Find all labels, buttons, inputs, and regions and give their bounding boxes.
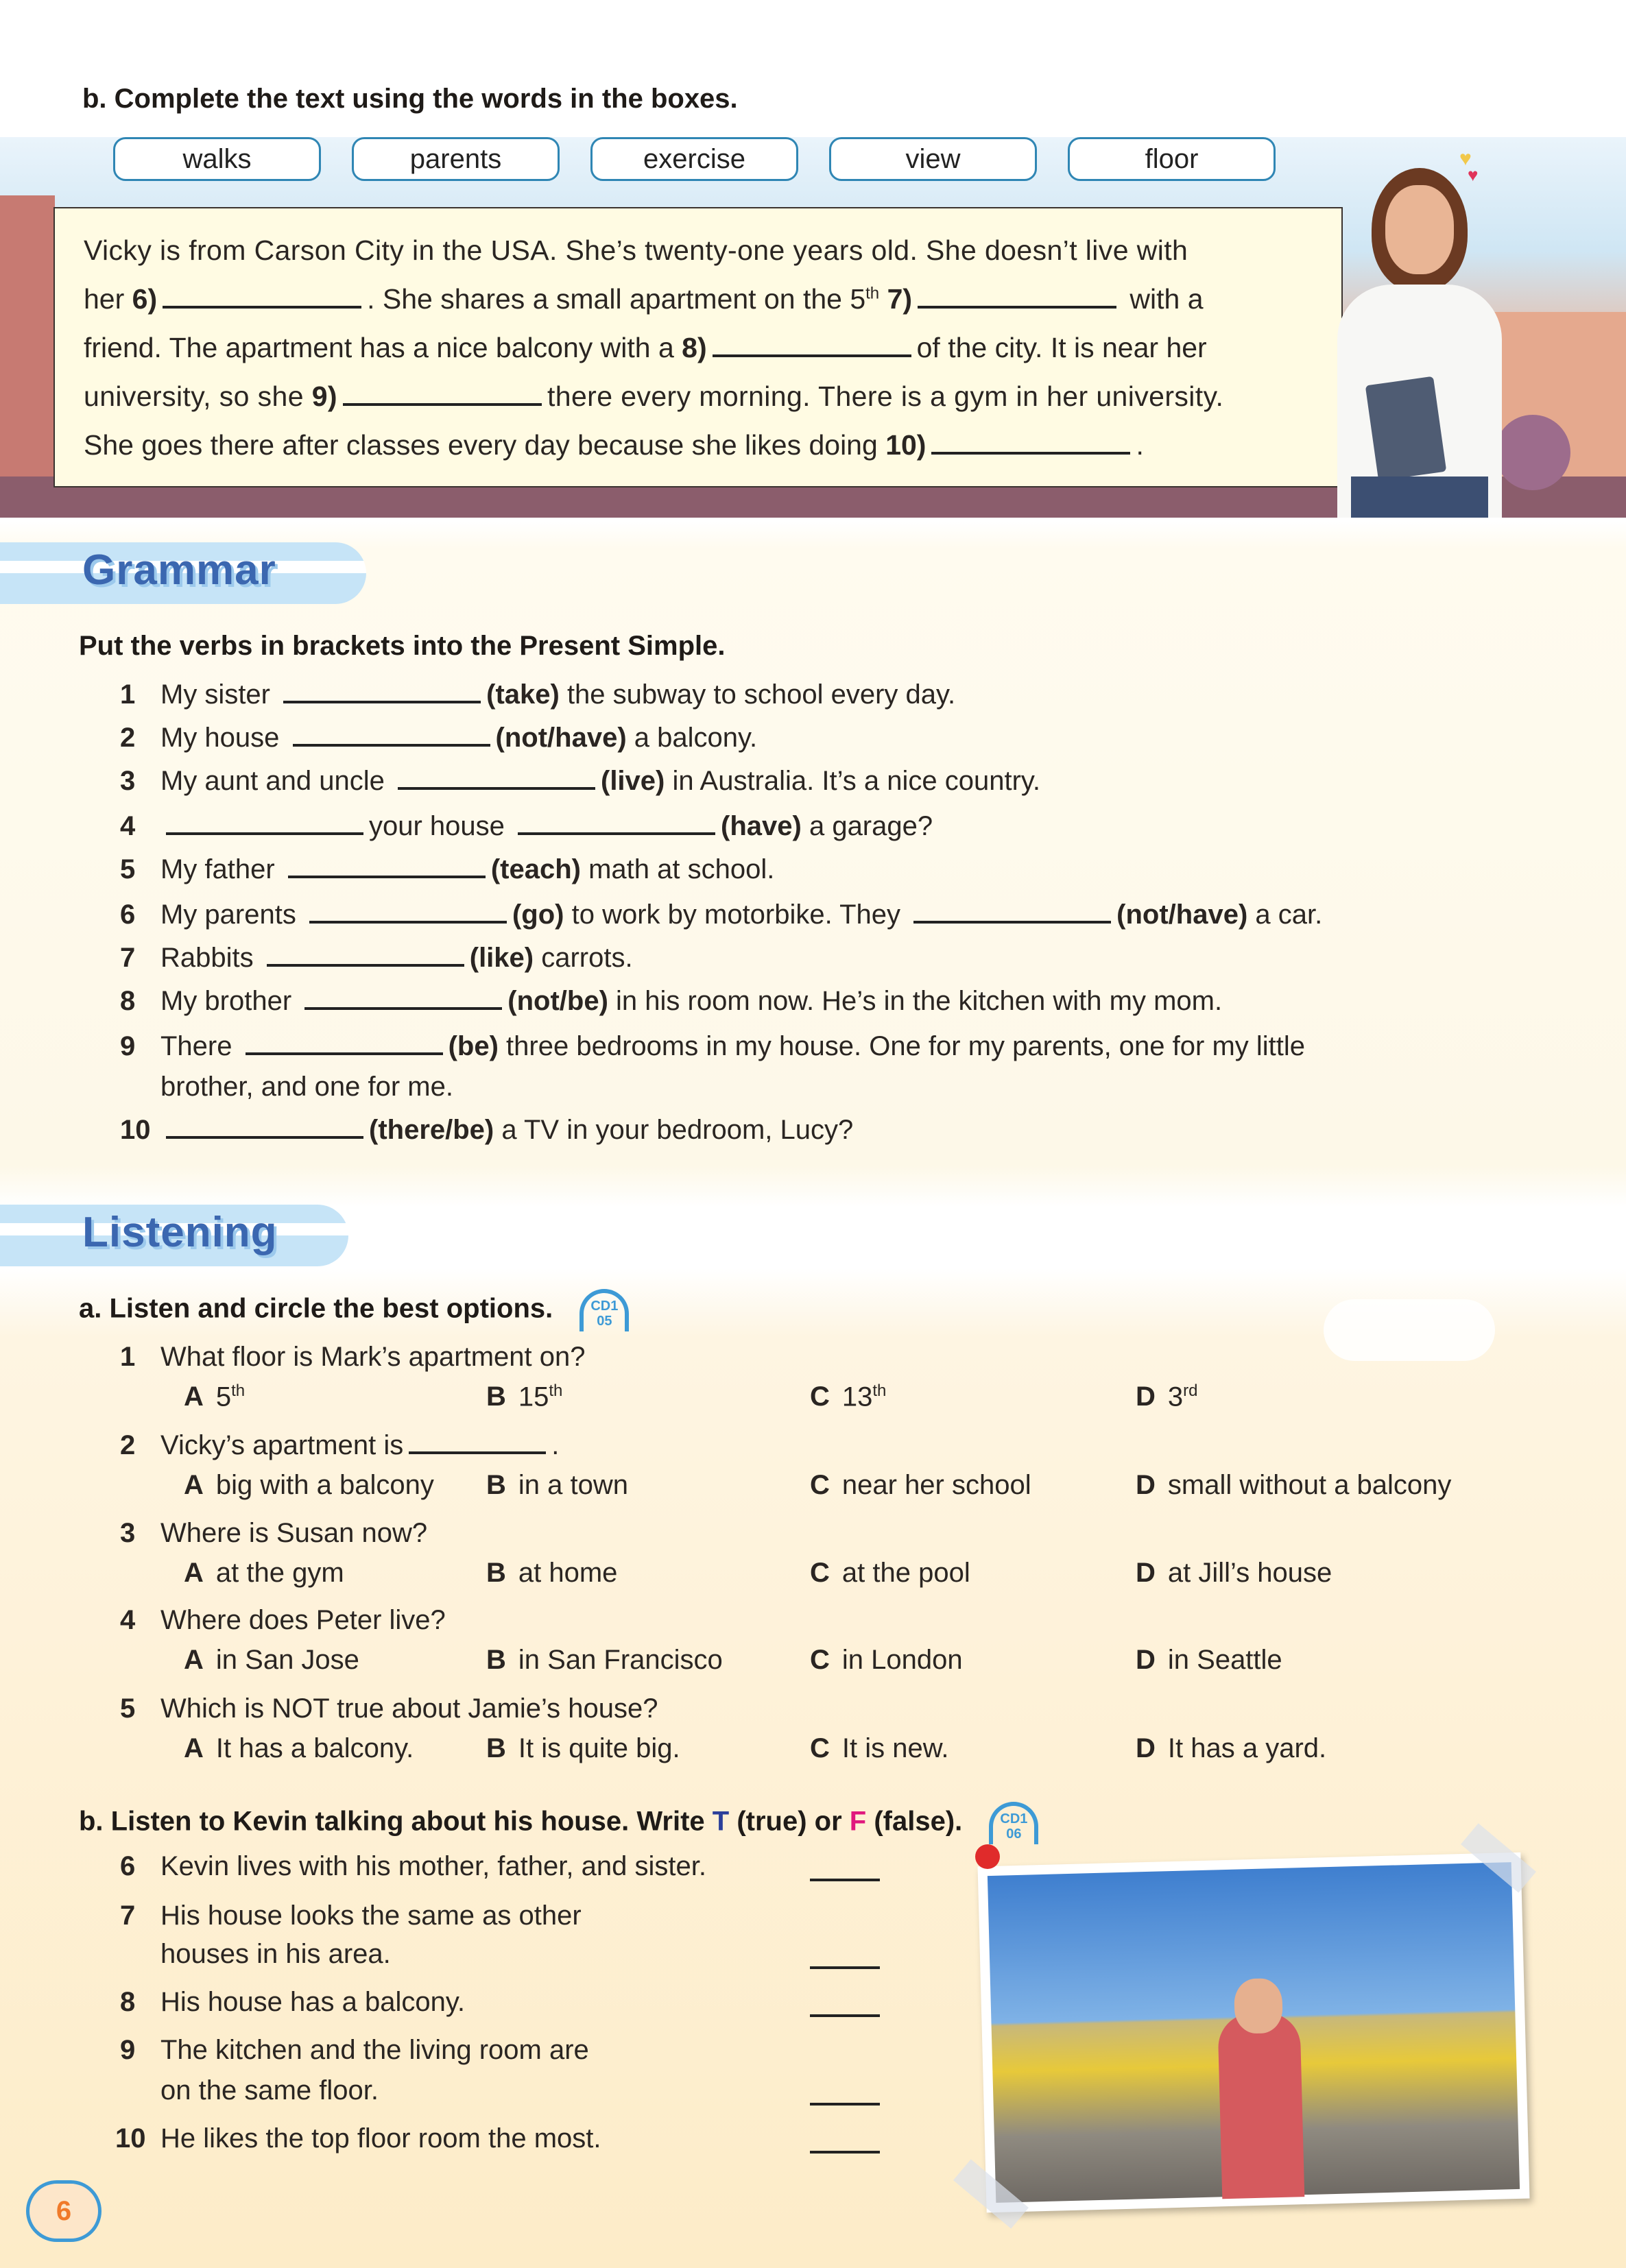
answer-option[interactable] xyxy=(1136,1382,1197,1412)
option-text: It has a balcony. xyxy=(215,1733,414,1763)
listening-a-instruction xyxy=(79,1289,629,1331)
answer-option[interactable] xyxy=(486,1645,723,1676)
instruction-text: a. Listen and circle the best options. xyxy=(79,1293,553,1324)
text: math at school. xyxy=(580,854,775,884)
statement-text: houses in his area. xyxy=(160,1939,391,1969)
word-box: exercise xyxy=(590,137,798,181)
text: . xyxy=(1136,429,1144,461)
item-number: 4 xyxy=(120,811,136,841)
text: three bedrooms in my house. One for my parents, one for my little xyxy=(498,1031,1306,1061)
grammar-instruction: Put the verbs in brackets into the Present Simple. xyxy=(79,631,726,661)
true-letter: T xyxy=(712,1806,730,1837)
true-false-blank[interactable] xyxy=(810,2014,880,2017)
instruction-text: (false). xyxy=(866,1806,963,1837)
question-text xyxy=(160,1518,427,1549)
cd-track-icon[interactable] xyxy=(579,1289,629,1331)
option-letter: C xyxy=(810,1558,830,1588)
option-letter: D xyxy=(1136,1558,1156,1588)
answer-blank[interactable] xyxy=(713,337,911,357)
option-text: in Seattle xyxy=(1167,1645,1282,1675)
answer-option[interactable] xyxy=(1136,1733,1326,1764)
answer-option[interactable] xyxy=(184,1645,359,1676)
verb-prompt: (have) xyxy=(721,811,802,841)
text: carrots. xyxy=(534,943,633,973)
verb-prompt: (like) xyxy=(469,943,534,973)
item-number: 8 xyxy=(120,986,136,1016)
statement-number: 6 xyxy=(120,1851,136,1881)
grammar-item xyxy=(160,943,633,974)
answer-blank[interactable] xyxy=(293,726,490,747)
cloud-decoration xyxy=(1324,1299,1495,1361)
text: your house xyxy=(369,811,513,841)
statement-text: His house looks the same as other xyxy=(160,1901,582,1931)
text: My brother xyxy=(160,986,300,1016)
grammar-item xyxy=(160,1115,853,1146)
question-label: What floor is Mark’s apartment on? xyxy=(160,1342,586,1372)
page-number: 6 xyxy=(26,2180,101,2242)
option-text: in a town xyxy=(518,1470,628,1500)
student-girl-photo xyxy=(1310,154,1529,518)
option-text: It is new. xyxy=(841,1733,949,1763)
grammar-item xyxy=(160,723,757,753)
answer-option[interactable] xyxy=(184,1558,344,1589)
listening-title: Listening xyxy=(82,1209,278,1256)
option-text: in San Jose xyxy=(215,1645,359,1675)
item-number: 9 xyxy=(120,1031,136,1061)
word-box: view xyxy=(829,137,1037,181)
answer-blank[interactable] xyxy=(931,434,1130,455)
option-text: 15 xyxy=(518,1382,549,1412)
reading-instruction: b. Complete the text using the words in the boxes. xyxy=(82,84,738,114)
reading-line xyxy=(84,429,1144,461)
option-text: big with a balcony xyxy=(215,1470,434,1500)
text: the subway to school every day. xyxy=(559,679,956,710)
item-number: 10 xyxy=(120,1115,151,1145)
question-text xyxy=(160,1342,586,1373)
answer-blank[interactable] xyxy=(267,946,464,967)
grammar-item xyxy=(160,900,1322,930)
superscript: rd xyxy=(1183,1382,1198,1400)
text: university, so she xyxy=(84,381,312,412)
answer-blank[interactable] xyxy=(166,1118,363,1139)
text: She goes there after classes every day because she likes doing xyxy=(84,429,886,461)
option-text: in London xyxy=(841,1645,963,1675)
option-text: at Jill’s house xyxy=(1167,1558,1332,1588)
option-letter: D xyxy=(1136,1645,1156,1675)
track-number: 05 xyxy=(597,1314,612,1329)
true-false-blank[interactable] xyxy=(810,2151,880,2154)
superscript: th xyxy=(549,1382,563,1400)
instruction-text: (true) or xyxy=(729,1806,850,1837)
answer-option[interactable] xyxy=(486,1733,680,1764)
text: My parents xyxy=(160,900,304,930)
answer-blank[interactable] xyxy=(283,683,481,703)
superscript: th xyxy=(872,1382,887,1400)
text: There xyxy=(160,1031,240,1061)
text: with a xyxy=(1122,283,1204,315)
false-letter: F xyxy=(849,1806,867,1837)
option-text: at the pool xyxy=(841,1558,970,1588)
grammar-item xyxy=(160,1031,1305,1062)
option-text: 3 xyxy=(1167,1382,1184,1412)
verb-prompt: (not/have) xyxy=(495,723,627,753)
question-label: Where does Peter live? xyxy=(160,1605,446,1635)
question-text xyxy=(160,1605,446,1636)
answer-option[interactable] xyxy=(1136,1470,1451,1501)
text: Rabbits xyxy=(160,943,261,973)
verb-prompt: (not/have) xyxy=(1116,900,1248,930)
pushpin-icon xyxy=(975,1844,1000,1869)
verb-prompt: (live) xyxy=(601,766,665,796)
answer-option[interactable] xyxy=(1136,1558,1332,1589)
answer-blank[interactable] xyxy=(288,858,486,878)
answer-option[interactable] xyxy=(184,1733,414,1764)
option-letter: B xyxy=(486,1733,506,1763)
item-number: 5 xyxy=(120,854,136,884)
option-letter: A xyxy=(184,1470,204,1500)
option-letter: D xyxy=(1136,1733,1156,1763)
text: My house xyxy=(160,723,287,753)
verb-prompt: (go) xyxy=(512,900,564,930)
option-text: at home xyxy=(518,1558,618,1588)
grammar-item xyxy=(160,1072,453,1102)
text: My sister xyxy=(160,679,278,710)
superscript: th xyxy=(231,1382,246,1400)
option-letter: B xyxy=(486,1470,506,1500)
verb-prompt: (not/be) xyxy=(507,986,608,1016)
gap-number: 10) xyxy=(885,429,926,461)
item-number: 1 xyxy=(120,679,136,710)
text: a car. xyxy=(1247,900,1323,930)
true-false-blank[interactable] xyxy=(810,1966,880,1969)
text: a garage? xyxy=(801,811,933,841)
statement-text: The kitchen and the living room are xyxy=(160,2035,589,2065)
text: a TV in your bedroom, Lucy? xyxy=(494,1115,854,1145)
heart-icon: ♥ xyxy=(1459,147,1472,170)
option-letter: A xyxy=(184,1382,204,1412)
reading-line xyxy=(84,283,1204,315)
question-text: Vicky’s apartment is . xyxy=(160,1430,560,1460)
option-letter: D xyxy=(1136,1470,1156,1500)
word-box: parents xyxy=(352,137,560,181)
answer-option[interactable] xyxy=(184,1470,434,1501)
grammar-item xyxy=(160,679,955,710)
answer-blank[interactable] xyxy=(309,903,507,924)
statement-number: 8 xyxy=(120,1987,136,2017)
option-text: 5 xyxy=(215,1382,232,1412)
answer-blank[interactable] xyxy=(163,288,361,309)
option-letter: B xyxy=(486,1645,506,1675)
question-text xyxy=(160,1693,658,1724)
answer-option[interactable] xyxy=(184,1382,245,1412)
cd-number: CD1 xyxy=(590,1299,619,1314)
option-text: It has a yard. xyxy=(1167,1733,1327,1763)
option-letter: C xyxy=(810,1382,830,1412)
text: a balcony. xyxy=(626,723,758,753)
text: brother, and one for me. xyxy=(160,1072,453,1102)
answer-option[interactable] xyxy=(810,1470,1031,1501)
option-text: small without a balcony xyxy=(1167,1470,1452,1500)
option-letter: C xyxy=(810,1733,830,1763)
grammar-item xyxy=(160,854,774,885)
answer-blank[interactable] xyxy=(913,903,1111,924)
answer-blank[interactable] xyxy=(166,815,363,835)
gap-number: 6) xyxy=(132,283,158,315)
text: My father xyxy=(160,854,283,884)
true-false-blank[interactable] xyxy=(810,2103,880,2106)
grammar-item xyxy=(160,986,1222,1017)
text: My aunt and uncle xyxy=(160,766,392,796)
verb-prompt: (take) xyxy=(486,679,560,710)
verb-prompt: (teach) xyxy=(490,854,581,884)
gap-number: 7) xyxy=(887,283,913,315)
question-number: 3 xyxy=(120,1518,136,1548)
text: . She shares a small apartment on the 5 xyxy=(367,283,866,315)
instruction-text: b. Listen to Kevin talking about his house. Write xyxy=(79,1806,713,1837)
reading-line xyxy=(84,332,1207,364)
question-label: Which is NOT true about Jamie’s house? xyxy=(160,1693,658,1724)
answer-blank[interactable] xyxy=(246,1035,443,1055)
gap-number: 8) xyxy=(682,332,707,363)
question-number: 1 xyxy=(120,1342,136,1372)
kevin-house-photo xyxy=(978,1853,1530,2213)
grammar-title: Grammar xyxy=(82,546,276,594)
true-false-blank[interactable] xyxy=(810,1879,880,1881)
answer-blank[interactable] xyxy=(343,385,542,406)
reading-line xyxy=(84,381,1223,413)
reading-line xyxy=(84,234,1188,267)
option-letter: A xyxy=(184,1645,204,1675)
item-number: 3 xyxy=(120,766,136,796)
statement-text: He likes the top floor room the most. xyxy=(160,2123,601,2154)
option-text: in San Francisco xyxy=(518,1645,723,1675)
listening-b-instruction xyxy=(79,1802,1038,1844)
question-number: 2 xyxy=(120,1430,136,1460)
option-text: near her school xyxy=(841,1470,1031,1500)
answer-option[interactable] xyxy=(810,1382,886,1412)
statement-number: 9 xyxy=(120,2035,136,2065)
option-text: It is quite big. xyxy=(518,1733,680,1763)
track-number: 06 xyxy=(1006,1826,1022,1842)
text: of the city. It is near her xyxy=(916,332,1207,363)
gap-number: 9) xyxy=(311,381,337,412)
answer-option[interactable] xyxy=(486,1470,628,1501)
verb-prompt: (there/be) xyxy=(369,1115,494,1145)
reading-text-box xyxy=(53,207,1343,487)
option-text: at the gym xyxy=(215,1558,344,1588)
statement-text: on the same floor. xyxy=(160,2075,379,2106)
answer-option[interactable] xyxy=(1136,1645,1282,1676)
text: Vicky is from Carson City in the USA. She’s twenty-one years old. She doesn’t live with xyxy=(84,234,1188,266)
text: in Australia. It’s a nice country. xyxy=(665,766,1041,796)
answer-option[interactable] xyxy=(810,1645,963,1676)
verb-prompt: (be) xyxy=(448,1031,499,1061)
text: in his room now. He’s in the kitchen with my mom. xyxy=(608,986,1223,1016)
statement-number: 7 xyxy=(120,1901,136,1931)
option-letter: A xyxy=(184,1733,204,1763)
text: her xyxy=(84,283,132,315)
option-letter: B xyxy=(486,1558,506,1588)
option-letter: A xyxy=(184,1558,204,1588)
statement-text: Kevin lives with his mother, father, and sister. xyxy=(160,1851,706,1881)
question-number: 5 xyxy=(120,1693,136,1724)
answer-option[interactable] xyxy=(486,1382,562,1412)
item-number: 6 xyxy=(120,900,136,930)
answer-option[interactable] xyxy=(810,1558,970,1589)
cd-number: CD1 xyxy=(1000,1811,1028,1826)
statement-text: His house has a balcony. xyxy=(160,1987,465,2017)
question-label: Vicky’s apartment is xyxy=(160,1430,404,1460)
option-text: 13 xyxy=(841,1382,873,1412)
grammar-item xyxy=(160,766,1040,797)
answer-blank[interactable] xyxy=(304,989,502,1010)
question-label: Where is Susan now? xyxy=(160,1518,428,1548)
answer-option[interactable] xyxy=(486,1558,617,1589)
option-letter: B xyxy=(486,1382,506,1412)
grammar-item xyxy=(160,811,933,842)
text: there every morning. There is a gym in her university. xyxy=(547,381,1224,412)
text: friend. The apartment has a nice balcony with a xyxy=(84,332,682,363)
item-number: 7 xyxy=(120,943,136,973)
answer-blank[interactable] xyxy=(518,815,715,835)
answer-blank[interactable] xyxy=(398,769,595,790)
option-letter: C xyxy=(810,1645,830,1675)
answer-option[interactable] xyxy=(810,1733,949,1764)
statement-number: 10 xyxy=(115,2123,146,2154)
word-box: floor xyxy=(1068,137,1276,181)
item-number: 2 xyxy=(120,723,136,753)
question-number: 4 xyxy=(120,1605,136,1635)
text: to work by motorbike. They xyxy=(564,900,909,930)
answer-blank[interactable] xyxy=(918,288,1116,309)
option-letter: D xyxy=(1136,1382,1156,1412)
answer-blank xyxy=(409,1434,546,1454)
heart-icon: ♥ xyxy=(1468,165,1479,185)
cd-track-icon[interactable] xyxy=(989,1802,1038,1844)
text xyxy=(879,283,887,315)
option-letter: C xyxy=(810,1470,830,1500)
superscript: th xyxy=(865,284,880,303)
word-box: walks xyxy=(113,137,321,181)
